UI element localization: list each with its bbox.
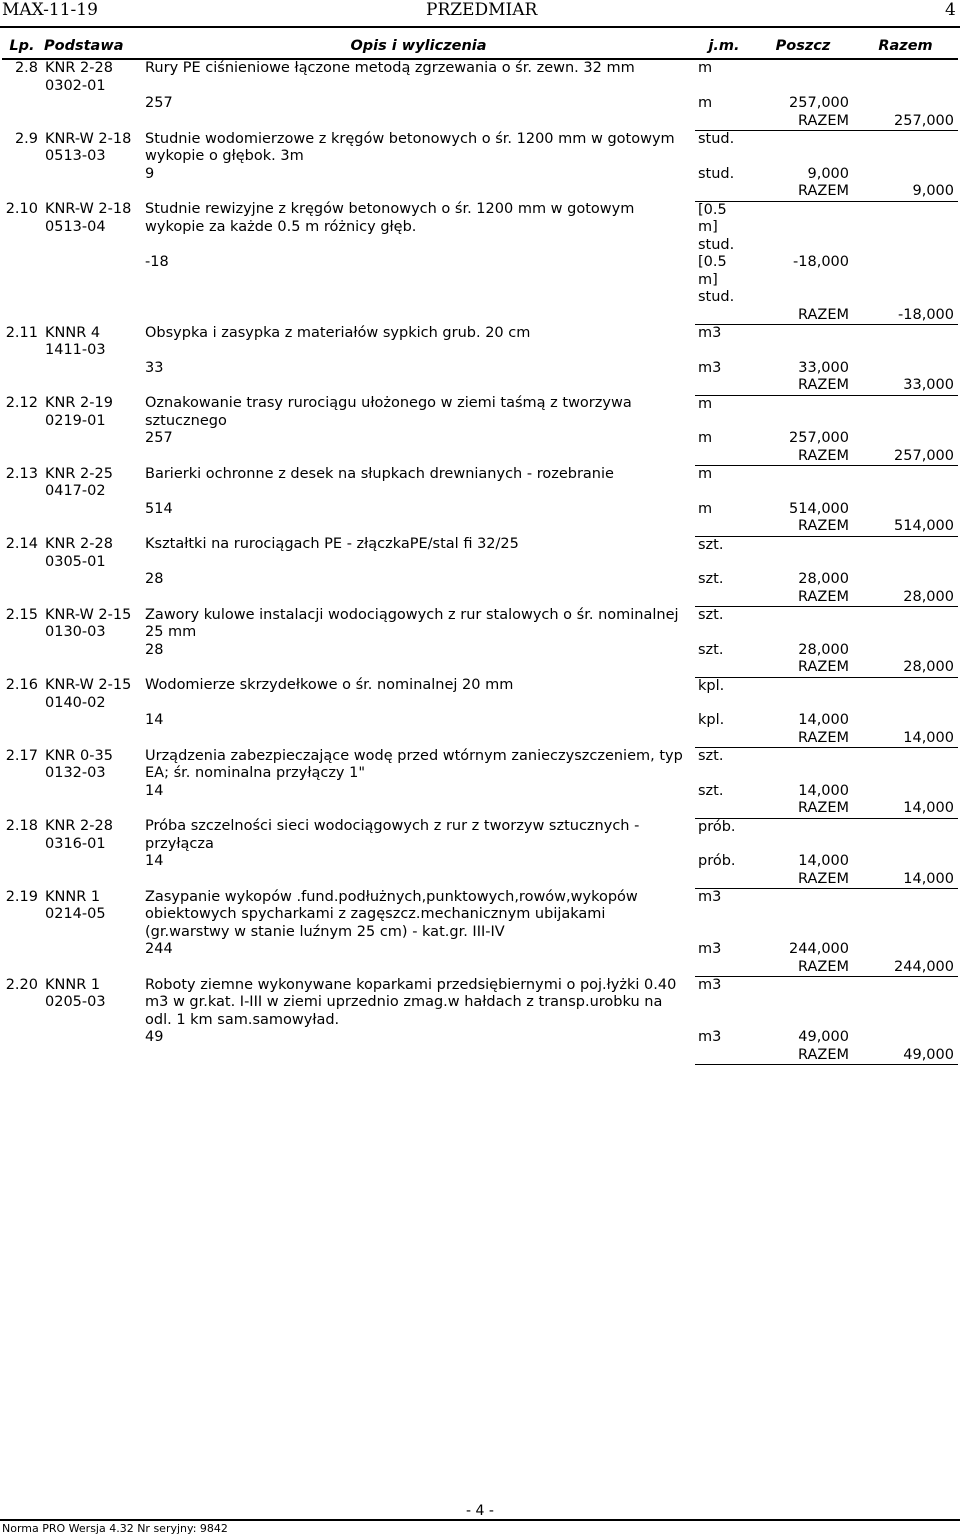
item-poszcz: 244,000 <box>789 941 849 957</box>
item-calc-jm: szt. <box>698 571 724 587</box>
item-poszcz: 49,000 <box>798 1029 849 1045</box>
item-opis: Zawory kulowe instalacji wodociągowych z rur stalowych o śr. nominalnej 25 mm <box>145 606 679 640</box>
item-calc: 9 <box>145 165 155 182</box>
table-row-total <box>2 518 958 536</box>
table-row-total <box>2 730 958 748</box>
table-row <box>2 201 958 254</box>
column-header-opis: Opis i wyliczenia <box>142 36 695 59</box>
column-header-podstawa: Podstawa <box>42 36 142 59</box>
table-row-calc <box>2 571 958 589</box>
table-row-calc <box>2 941 958 959</box>
item-lp: 2.14 <box>5 536 38 552</box>
table-body <box>2 59 958 1065</box>
item-calc-jm: m <box>698 95 713 111</box>
item-jm: m <box>698 60 713 76</box>
item-calc: 49 <box>145 1029 164 1045</box>
item-razem-label: RAZEM <box>753 871 853 889</box>
item-poszcz: 257,000 <box>789 430 849 446</box>
item-razem-label: RAZEM <box>753 730 853 748</box>
item-opis: Barierki ochronne z desek na słupkach drewnianych - rozebranie <box>145 465 614 482</box>
item-calc: 257 <box>145 430 173 446</box>
table-row-total <box>2 183 958 201</box>
item-poszcz: 33,000 <box>798 359 849 376</box>
table-row-calc <box>2 1029 958 1047</box>
item-razem-label: RAZEM <box>753 659 853 677</box>
item-razem-value: 257,000 <box>853 113 958 131</box>
item-podstawa: KNR 2-28 0316-01 <box>45 818 113 852</box>
table-row <box>2 536 958 571</box>
header-project-code: MAX-11-19 <box>2 0 98 20</box>
item-jm: kpl. <box>698 677 725 694</box>
item-razem-label: RAZEM <box>753 589 853 607</box>
table-row-total <box>2 377 958 395</box>
item-jm: m3 <box>698 977 722 993</box>
item-jm: m <box>698 466 713 482</box>
item-razem-label: RAZEM <box>753 307 853 325</box>
przedmiar-table <box>2 36 958 1065</box>
item-razem-value: 514,000 <box>853 518 958 536</box>
item-poszcz: 28,000 <box>798 571 849 587</box>
footer-page-number: - 4 - <box>466 1503 494 1519</box>
item-lp: 2.8 <box>14 60 38 76</box>
column-header-jm: j.m. <box>695 36 753 59</box>
table-row <box>2 395 958 430</box>
table-row-calc <box>2 360 958 378</box>
item-jm: [0.5 m] stud. <box>698 201 735 253</box>
table-row <box>2 325 958 360</box>
item-calc: 244 <box>145 941 173 957</box>
item-razem-value: 14,000 <box>853 800 958 818</box>
item-razem-label: RAZEM <box>753 113 853 131</box>
table-row <box>2 607 958 642</box>
item-podstawa: KNR-W 2-18 0513-04 <box>45 201 132 235</box>
item-razem-value: 9,000 <box>853 183 958 201</box>
item-lp: 2.17 <box>5 747 38 764</box>
item-opis: Obsypka i zasypka z materiałów sypkich grub. 20 cm <box>145 324 531 341</box>
table-row <box>2 818 958 853</box>
item-opis: Wodomierze skrzydełkowe o śr. nominalnej 20 mm <box>145 677 514 693</box>
item-podstawa: KNNR 4 1411-03 <box>45 324 106 358</box>
item-razem-value: 49,000 <box>853 1047 958 1065</box>
item-razem-label: RAZEM <box>753 1047 853 1065</box>
item-calc-jm: [0.5 m] stud. <box>698 254 735 305</box>
column-header-poszcz: Poszcz <box>753 36 853 59</box>
item-razem-label: RAZEM <box>753 800 853 818</box>
header-title: PRZEDMIAR <box>426 0 538 20</box>
item-jm: szt. <box>698 536 724 553</box>
item-calc: 257 <box>145 95 173 111</box>
item-calc: 14 <box>145 782 164 799</box>
item-calc-jm: prób. <box>698 853 736 869</box>
item-razem-value: 244,000 <box>853 959 958 977</box>
table-row-calc <box>2 254 958 307</box>
table-row <box>2 131 958 166</box>
item-lp: 2.12 <box>5 395 38 411</box>
item-podstawa: KNNR 1 0205-03 <box>45 976 106 1010</box>
table-row-total <box>2 307 958 325</box>
item-opis: Rury PE ciśnieniowe łączone metodą zgrzewania o śr. zewn. 32 mm <box>145 60 635 76</box>
item-jm: prób. <box>698 818 736 835</box>
table-row-total <box>2 1047 958 1065</box>
item-podstawa: KNR 2-19 0219-01 <box>45 395 113 429</box>
item-opis: Studnie wodomierzowe z kręgów betonowych o śr. 1200 mm w gotowym wykopie o głębok. 3m <box>145 130 675 164</box>
item-lp: 2.18 <box>5 818 38 834</box>
item-calc-jm: m3 <box>698 941 722 957</box>
item-calc-jm: kpl. <box>698 712 725 728</box>
item-calc-jm: szt. <box>698 641 724 658</box>
item-razem-label: RAZEM <box>753 959 853 977</box>
item-calc-jm: m <box>698 430 713 446</box>
table-row-total <box>2 448 958 466</box>
item-lp: 2.11 <box>5 324 38 341</box>
item-poszcz: -18,000 <box>793 254 849 270</box>
column-header-razem: Razem <box>853 36 958 59</box>
item-podstawa: KNR 2-28 0302-01 <box>45 60 113 94</box>
item-razem-value: 14,000 <box>853 730 958 748</box>
item-calc-jm: m3 <box>698 359 722 376</box>
item-lp: 2.19 <box>5 888 38 905</box>
item-razem-label: RAZEM <box>753 518 853 536</box>
table-row <box>2 977 958 1030</box>
item-razem-value: 14,000 <box>853 871 958 889</box>
item-lp: 2.15 <box>5 606 38 623</box>
item-opis: Roboty ziemne wykonywane koparkami przedsiębiernymi o poj.łyżki 0.40 m3 w gr.kat. I-III w ziemi uprzednio zmag.w hałdach z transp.urobku na odl. 1 km sam.samowyład. <box>145 976 677 1028</box>
table-row-calc <box>2 783 958 801</box>
item-lp: 2.13 <box>5 465 38 482</box>
header-page-number: 4 <box>945 0 956 20</box>
item-calc: 14 <box>145 853 164 869</box>
item-calc: 28 <box>145 571 164 587</box>
item-opis: Oznakowanie trasy rurociągu ułożonego w ziemi taśmą z tworzywa sztucznego <box>145 395 632 429</box>
item-jm: stud. <box>698 131 735 147</box>
table-row-calc <box>2 166 958 184</box>
item-calc-jm: m <box>698 500 713 517</box>
item-jm: m3 <box>698 889 722 905</box>
item-razem-label: RAZEM <box>753 448 853 466</box>
item-calc: 33 <box>145 359 164 376</box>
item-razem-value: 28,000 <box>853 589 958 607</box>
item-calc: 514 <box>145 500 173 517</box>
footer-software-info: Norma PRO Wersja 4.32 Nr seryjny: 9842 <box>2 1522 228 1535</box>
page-header <box>0 0 960 24</box>
item-podstawa: KNNR 1 0214-05 <box>45 888 106 922</box>
item-razem-value: 33,000 <box>853 377 958 395</box>
item-podstawa: KNR 2-25 0417-02 <box>45 465 113 499</box>
item-lp: 2.10 <box>5 201 38 217</box>
item-razem-label: RAZEM <box>753 183 853 201</box>
table-row <box>2 59 958 95</box>
table-row-total <box>2 589 958 607</box>
item-calc: 28 <box>145 641 164 658</box>
table-row-total <box>2 959 958 977</box>
item-razem-value: 28,000 <box>853 659 958 677</box>
item-calc: -18 <box>145 254 169 270</box>
item-podstawa: KNR-W 2-15 0140-02 <box>45 677 132 711</box>
table-row-calc <box>2 501 958 519</box>
item-poszcz: 28,000 <box>798 641 849 658</box>
item-podstawa: KNR 0-35 0132-03 <box>45 747 113 781</box>
item-podstawa: KNR-W 2-15 0130-03 <box>45 606 132 640</box>
item-poszcz: 257,000 <box>789 95 849 111</box>
item-jm: szt. <box>698 607 724 623</box>
table-row <box>2 466 958 501</box>
item-opis: Kształtki na rurociągach PE - złączkaPE/stal fi 32/25 <box>145 536 519 552</box>
item-jm: m3 <box>698 325 722 341</box>
table-row-calc <box>2 712 958 730</box>
table-row-calc <box>2 430 958 448</box>
table-header-row <box>2 36 958 59</box>
table-row <box>2 677 958 712</box>
item-poszcz: 514,000 <box>789 500 849 517</box>
table-row-calc <box>2 853 958 871</box>
item-opis: Zasypanie wykopów .fund.podłużnych,punktowych,rowów,wykopów obiektowych spycharkami z zagęszcz.mechanicznym ubijakami (gr.warstwy w stanie luźnym 25 cm) - kat.gr. III-IV <box>145 888 638 940</box>
item-podstawa: KNR-W 2-18 0513-03 <box>45 130 132 164</box>
table-row-total <box>2 800 958 818</box>
item-opis: Urządzenia zabezpieczające wodę przed wtórnym zanieczyszczeniem, typ EA; śr. nominalna przyłączy 1" <box>145 747 683 781</box>
item-podstawa: KNR 2-28 0305-01 <box>45 536 113 570</box>
item-razem-value: -18,000 <box>853 307 958 325</box>
table-row <box>2 889 958 942</box>
column-header-lp: Lp. <box>2 36 42 59</box>
item-poszcz: 14,000 <box>798 782 849 799</box>
item-calc-jm: szt. <box>698 782 724 799</box>
item-poszcz: 9,000 <box>807 165 849 182</box>
table-row-total <box>2 871 958 889</box>
table-row-total <box>2 659 958 677</box>
table-row <box>2 748 958 783</box>
item-poszcz: 14,000 <box>798 853 849 869</box>
item-calc-jm: stud. <box>698 165 735 182</box>
item-lp: 2.20 <box>5 976 38 993</box>
item-opis: Próba szczelności sieci wodociągowych z rur z tworzyw sztucznych - przyłącza <box>145 818 640 852</box>
item-razem-label: RAZEM <box>753 377 853 395</box>
item-lp: 2.16 <box>5 677 38 693</box>
item-calc: 14 <box>145 712 164 728</box>
footer-divider <box>0 1519 960 1521</box>
header-divider <box>0 26 960 28</box>
table-row-calc <box>2 642 958 660</box>
table-row-total <box>2 113 958 131</box>
item-jm: szt. <box>698 748 724 764</box>
item-jm: m <box>698 395 713 412</box>
item-opis: Studnie rewizyjne z kręgów betonowych o śr. 1200 mm w gotowym wykopie za każde 0.5 m różnicy głęb. <box>145 201 635 235</box>
item-poszcz: 14,000 <box>798 712 849 728</box>
table-row-calc <box>2 95 958 113</box>
item-razem-value: 257,000 <box>853 448 958 466</box>
item-calc-jm: m3 <box>698 1029 722 1045</box>
item-lp: 2.9 <box>14 130 38 147</box>
